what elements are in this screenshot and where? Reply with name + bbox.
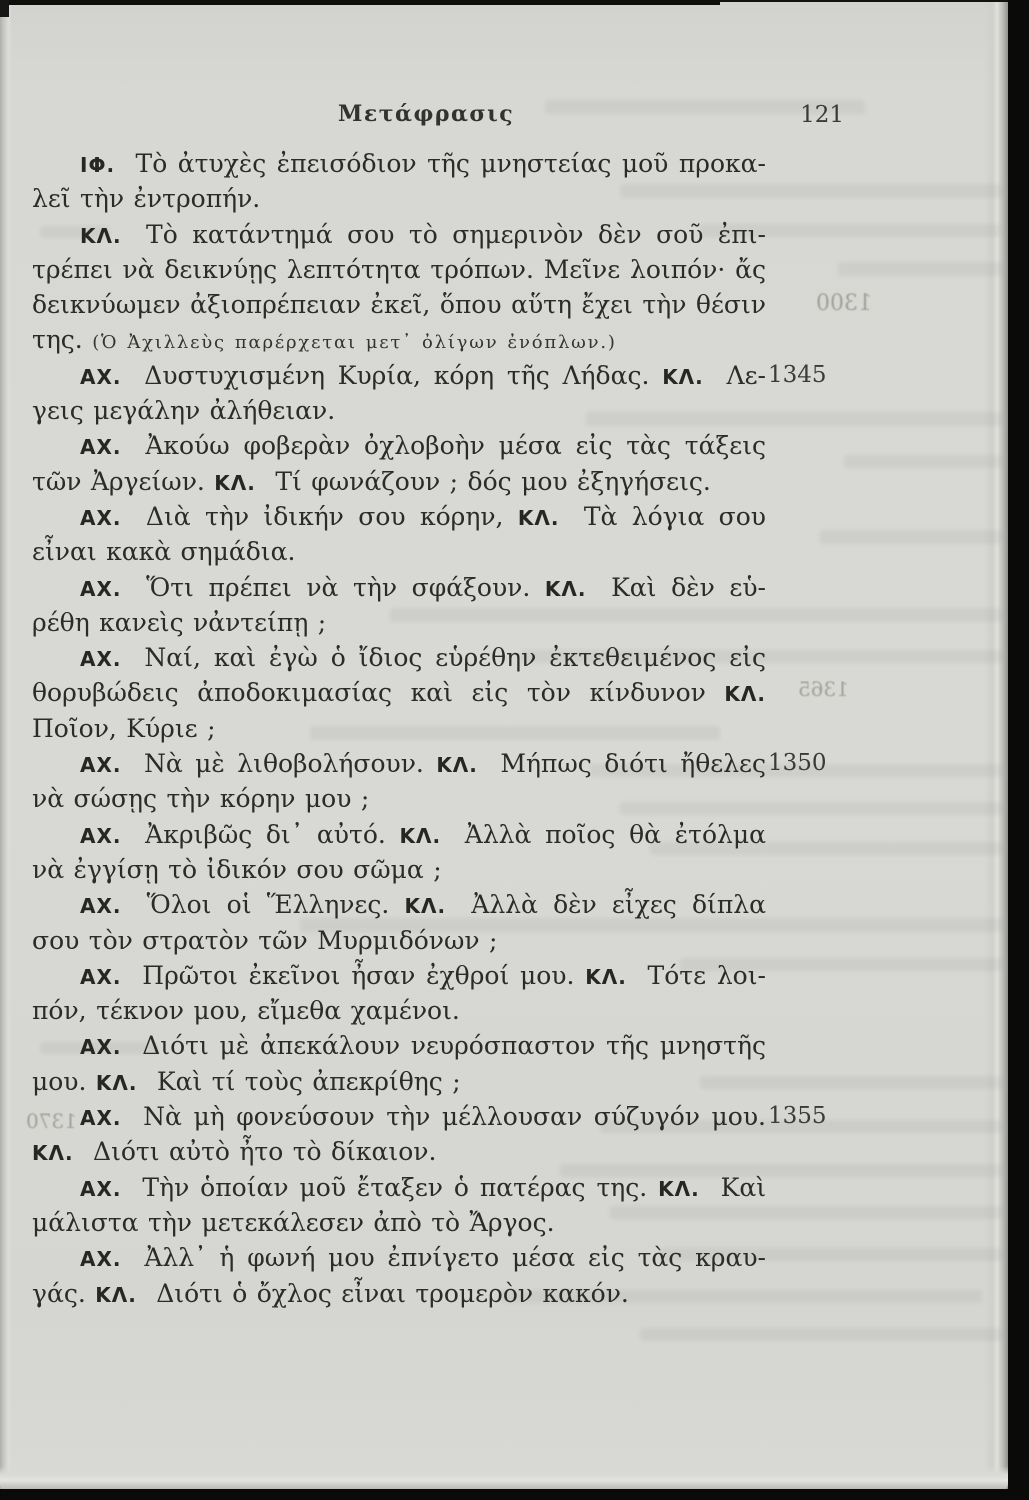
dialogue-text: Ναί, καὶ ἐγὼ ὁ ἴδιος εὑρέθην ἐκτεθειμένος εἰς — [131, 643, 766, 673]
dialogue-text: εἶναι κακὰ σημάδια. — [32, 537, 296, 567]
dialogue-text: λεῖ τὴν ἐντροπήν. — [32, 184, 261, 214]
speaker-label: ΑΧ. — [80, 647, 122, 672]
scan-edge-bottom — [0, 1489, 1029, 1500]
ghost-verse-number: 1370 — [26, 1109, 77, 1133]
dialogue-text: γεις μεγάλην ἀλήθειαν. — [32, 396, 336, 426]
speaker-label: ΚΛ. — [436, 753, 478, 778]
dialogue-text: θορυβώδεις ἀποδοκιμασίας καὶ εἰς τὸν κίνδυνον — [32, 678, 725, 708]
speaker-label: ΚΛ. — [80, 223, 122, 248]
dialogue-text: Τότε λοι- — [636, 960, 766, 990]
dialogue-text: της. — [32, 325, 93, 355]
speaker-label: ΚΛ. — [658, 1176, 700, 1201]
dialogue-text: Ἀλλ᾽ ἡ φωνή μου ἐπνίγετο μέσα εἰς τὰς κραυ- — [131, 1243, 766, 1273]
dialogue-text: ρέθη κανεὶς νἀντείπῃ ; — [32, 607, 327, 637]
dialogue-text: Διὰ τὴν ἰδικήν σου κόρην, — [131, 501, 518, 531]
speaker-label: ΚΛ. — [517, 505, 560, 530]
text-line — [32, 1170, 766, 1205]
scan-edge-top — [0, 0, 720, 5]
text-line — [32, 358, 827, 393]
dialogue-text: Διότι αὐτὸ ἦτο τὸ δίκαιον. — [83, 1137, 437, 1167]
dialogue-text: Δυστυχισμένη Κυρία, κόρη τῆς Λήδας. — [131, 360, 663, 390]
text-line — [32, 852, 766, 887]
speaker-label: ΑΧ. — [80, 1106, 122, 1131]
dialogue-text: Λε- — [713, 360, 766, 390]
dialogue-text: Ἀκριβῶς δι᾽ αὐτό. — [131, 819, 400, 849]
speaker-label: ΑΧ. — [80, 364, 122, 389]
dialogue-text: Τὴν ὁποίαν μοῦ ἔταξεν ὁ πατέρας της. — [131, 1172, 659, 1202]
dialogue-text: Καὶ δὲν εὑ- — [596, 572, 766, 602]
page-number: 121 — [800, 102, 844, 128]
text-line — [32, 887, 766, 922]
dialogue-text: Ὅλοι οἱ Ἕλληνες. — [131, 890, 405, 920]
text-line — [32, 746, 827, 781]
speaker-label: ΑΧ. — [80, 505, 122, 530]
dialogue-text: τῶν Ἀργείων. — [32, 466, 215, 496]
text-line — [32, 1134, 766, 1169]
dialogue-text: Νὰ μὴ φονεύσουν τὴν μέλλουσαν σύζυγόν μου. — [131, 1102, 766, 1132]
text-line — [32, 781, 766, 816]
text-line — [32, 1276, 766, 1311]
text-line — [32, 252, 766, 287]
speaker-label: ΑΧ. — [80, 753, 122, 778]
speaker-label: ΑΧ. — [80, 823, 122, 848]
text-line — [32, 817, 766, 852]
speaker-label: ΚΛ. — [95, 1282, 137, 1307]
dialogue-text: νὰ ἐγγίσῃ τὸ ἰδικόν σου σῶμα ; — [32, 854, 442, 884]
dialogue-text: Διότι μὲ ἀπεκάλουν νευρόσπαστον τῆς μνηστῆς — [131, 1031, 766, 1061]
speaker-label: ΑΧ. — [80, 964, 122, 989]
speaker-label: ΚΛ. — [32, 1141, 74, 1166]
dialogue-text: Ἀλλὰ ποῖος θὰ ἐτόλμα — [451, 819, 766, 849]
text-line — [32, 605, 766, 640]
dialogue-text: σου τὸν στρατὸν τῶν Μυρμιδόνων ; — [32, 925, 498, 955]
text-line — [32, 499, 766, 534]
scan-corner-mark — [0, 0, 9, 17]
speaker-label: ΚΛ. — [404, 894, 447, 919]
text-line — [32, 1028, 766, 1063]
dialogue-text: μάλιστα τὴν μετεκάλεσεν ἀπὸ τὸ Ἄργος. — [32, 1207, 555, 1237]
dialogue-text: Μήπως διότι ἤθελες — [487, 749, 766, 779]
text-line — [32, 993, 766, 1028]
text-line — [32, 1064, 766, 1099]
scan-edge-top — [720, 0, 1029, 2]
speaker-label: ΚΛ. — [662, 364, 704, 389]
dialogue-text: Διότι ὁ ὄχλος εἶναι τρομερὸν κακόν. — [146, 1278, 629, 1308]
text-line — [32, 958, 766, 993]
dialogue-text: γάς. — [32, 1278, 96, 1308]
dialogue-text: Ὅτι πρέπει νὰ τὴν σφάξουν. — [131, 572, 545, 602]
speaker-label: ΑΧ. — [80, 1176, 122, 1201]
text-line — [32, 711, 766, 746]
dialogue-text: Νὰ μὲ λιθοβολήσουν. — [131, 749, 437, 779]
speaker-label: ΙΦ. — [80, 153, 116, 177]
speaker-label: ΚΛ. — [585, 964, 627, 989]
page-left-edge — [0, 0, 12, 1490]
text-line — [32, 1205, 766, 1240]
verse-line-number: 1355 — [768, 1103, 827, 1130]
dialogue-text: Πρῶτοι ἐκεῖνοι ἦσαν ἐχθροί μου. — [131, 960, 586, 990]
text-line — [32, 534, 766, 569]
dialogue-text: πόν, τέκνον μου, εἴμεθα χαμένοι. — [32, 996, 460, 1026]
speaker-label: ΑΧ. — [80, 435, 122, 460]
dialogue-text: μου. — [32, 1066, 96, 1096]
speaker-label: ΚΛ. — [214, 470, 256, 495]
text-line — [32, 1099, 827, 1134]
page-bottom-edge — [0, 1466, 1008, 1490]
speaker-label: ΑΧ. — [80, 1035, 122, 1060]
text-line — [32, 146, 766, 181]
dialogue-text: Ἀκούω φοβερὰν ὀχλοβοὴν μέσα εἰς τὰς τάξεις — [131, 431, 766, 461]
ghost-verse-number: 1300 — [816, 291, 872, 316]
ghost-verse-number: 1365 — [798, 677, 849, 701]
speaker-label: ΚΛ. — [399, 823, 442, 848]
dialogue-text: τρέπει νὰ δεικνύῃς λεπτότητα τρόπων. Μεῖνε λοιπόν· ἄς — [32, 254, 766, 284]
speaker-label: ΚΛ. — [724, 682, 766, 707]
verse-line-number: 1350 — [768, 750, 827, 777]
speaker-label: ΑΧ. — [80, 576, 122, 601]
text-line — [32, 217, 766, 252]
scan-edge-right — [1008, 0, 1029, 1500]
dialogue-text: Καὶ τί τοὺς ἀπεκρίθης ; — [147, 1066, 461, 1096]
text-line — [32, 428, 766, 463]
verse-line-number: 1345 — [768, 361, 827, 388]
running-header: Μετάφρασις — [338, 101, 515, 127]
dialogue-text: Τί φωνάζουν ; δός μου ἐξηγήσεις. — [265, 466, 711, 496]
text-line — [32, 322, 766, 357]
dialogue-text: Ποῖον, Κύριε ; — [32, 713, 216, 743]
text-line — [32, 181, 766, 216]
text-line — [32, 640, 766, 675]
text-line — [32, 570, 766, 605]
text-line — [32, 393, 766, 428]
text-line — [32, 923, 766, 958]
text-line — [32, 675, 766, 710]
speaker-label: ΑΧ. — [80, 894, 122, 919]
speaker-label: ΚΛ. — [544, 576, 587, 601]
speaker-label: ΑΧ. — [80, 1247, 122, 1272]
dialogue-text: Τὰ λόγια σου — [569, 501, 766, 531]
dialogue-text: Καὶ — [709, 1172, 766, 1202]
dialogue-text: Τὸ κατάντημά σου τὸ σημερινὸν δὲν σοῦ ἐπι- — [131, 219, 766, 249]
text-line — [32, 287, 766, 322]
text-line — [32, 1240, 766, 1275]
dialogue-text: νὰ σώσῃς τὴν κόρην μου ; — [32, 784, 370, 814]
dialogue-text: δεικνύωμεν ἀξιοπρέπειαν ἐκεῖ, ὅπου αὕτη ἔχει τὴν θέσιν — [32, 290, 766, 320]
dialogue-text: Ἀλλὰ δὲν εἶχες δίπλα — [456, 890, 766, 920]
stage-direction: (Ὁ Ἀχιλλεὺς παρέρχεται μετ᾽ ὀλίγων ἐνόπλων.) — [92, 332, 617, 354]
dialogue-text: Τὸ ἀτυχὲς ἐπεισόδιον τῆς μνηστείας μοῦ προκα- — [125, 149, 766, 178]
speaker-label: ΚΛ. — [95, 1070, 138, 1095]
text-line — [32, 464, 766, 499]
